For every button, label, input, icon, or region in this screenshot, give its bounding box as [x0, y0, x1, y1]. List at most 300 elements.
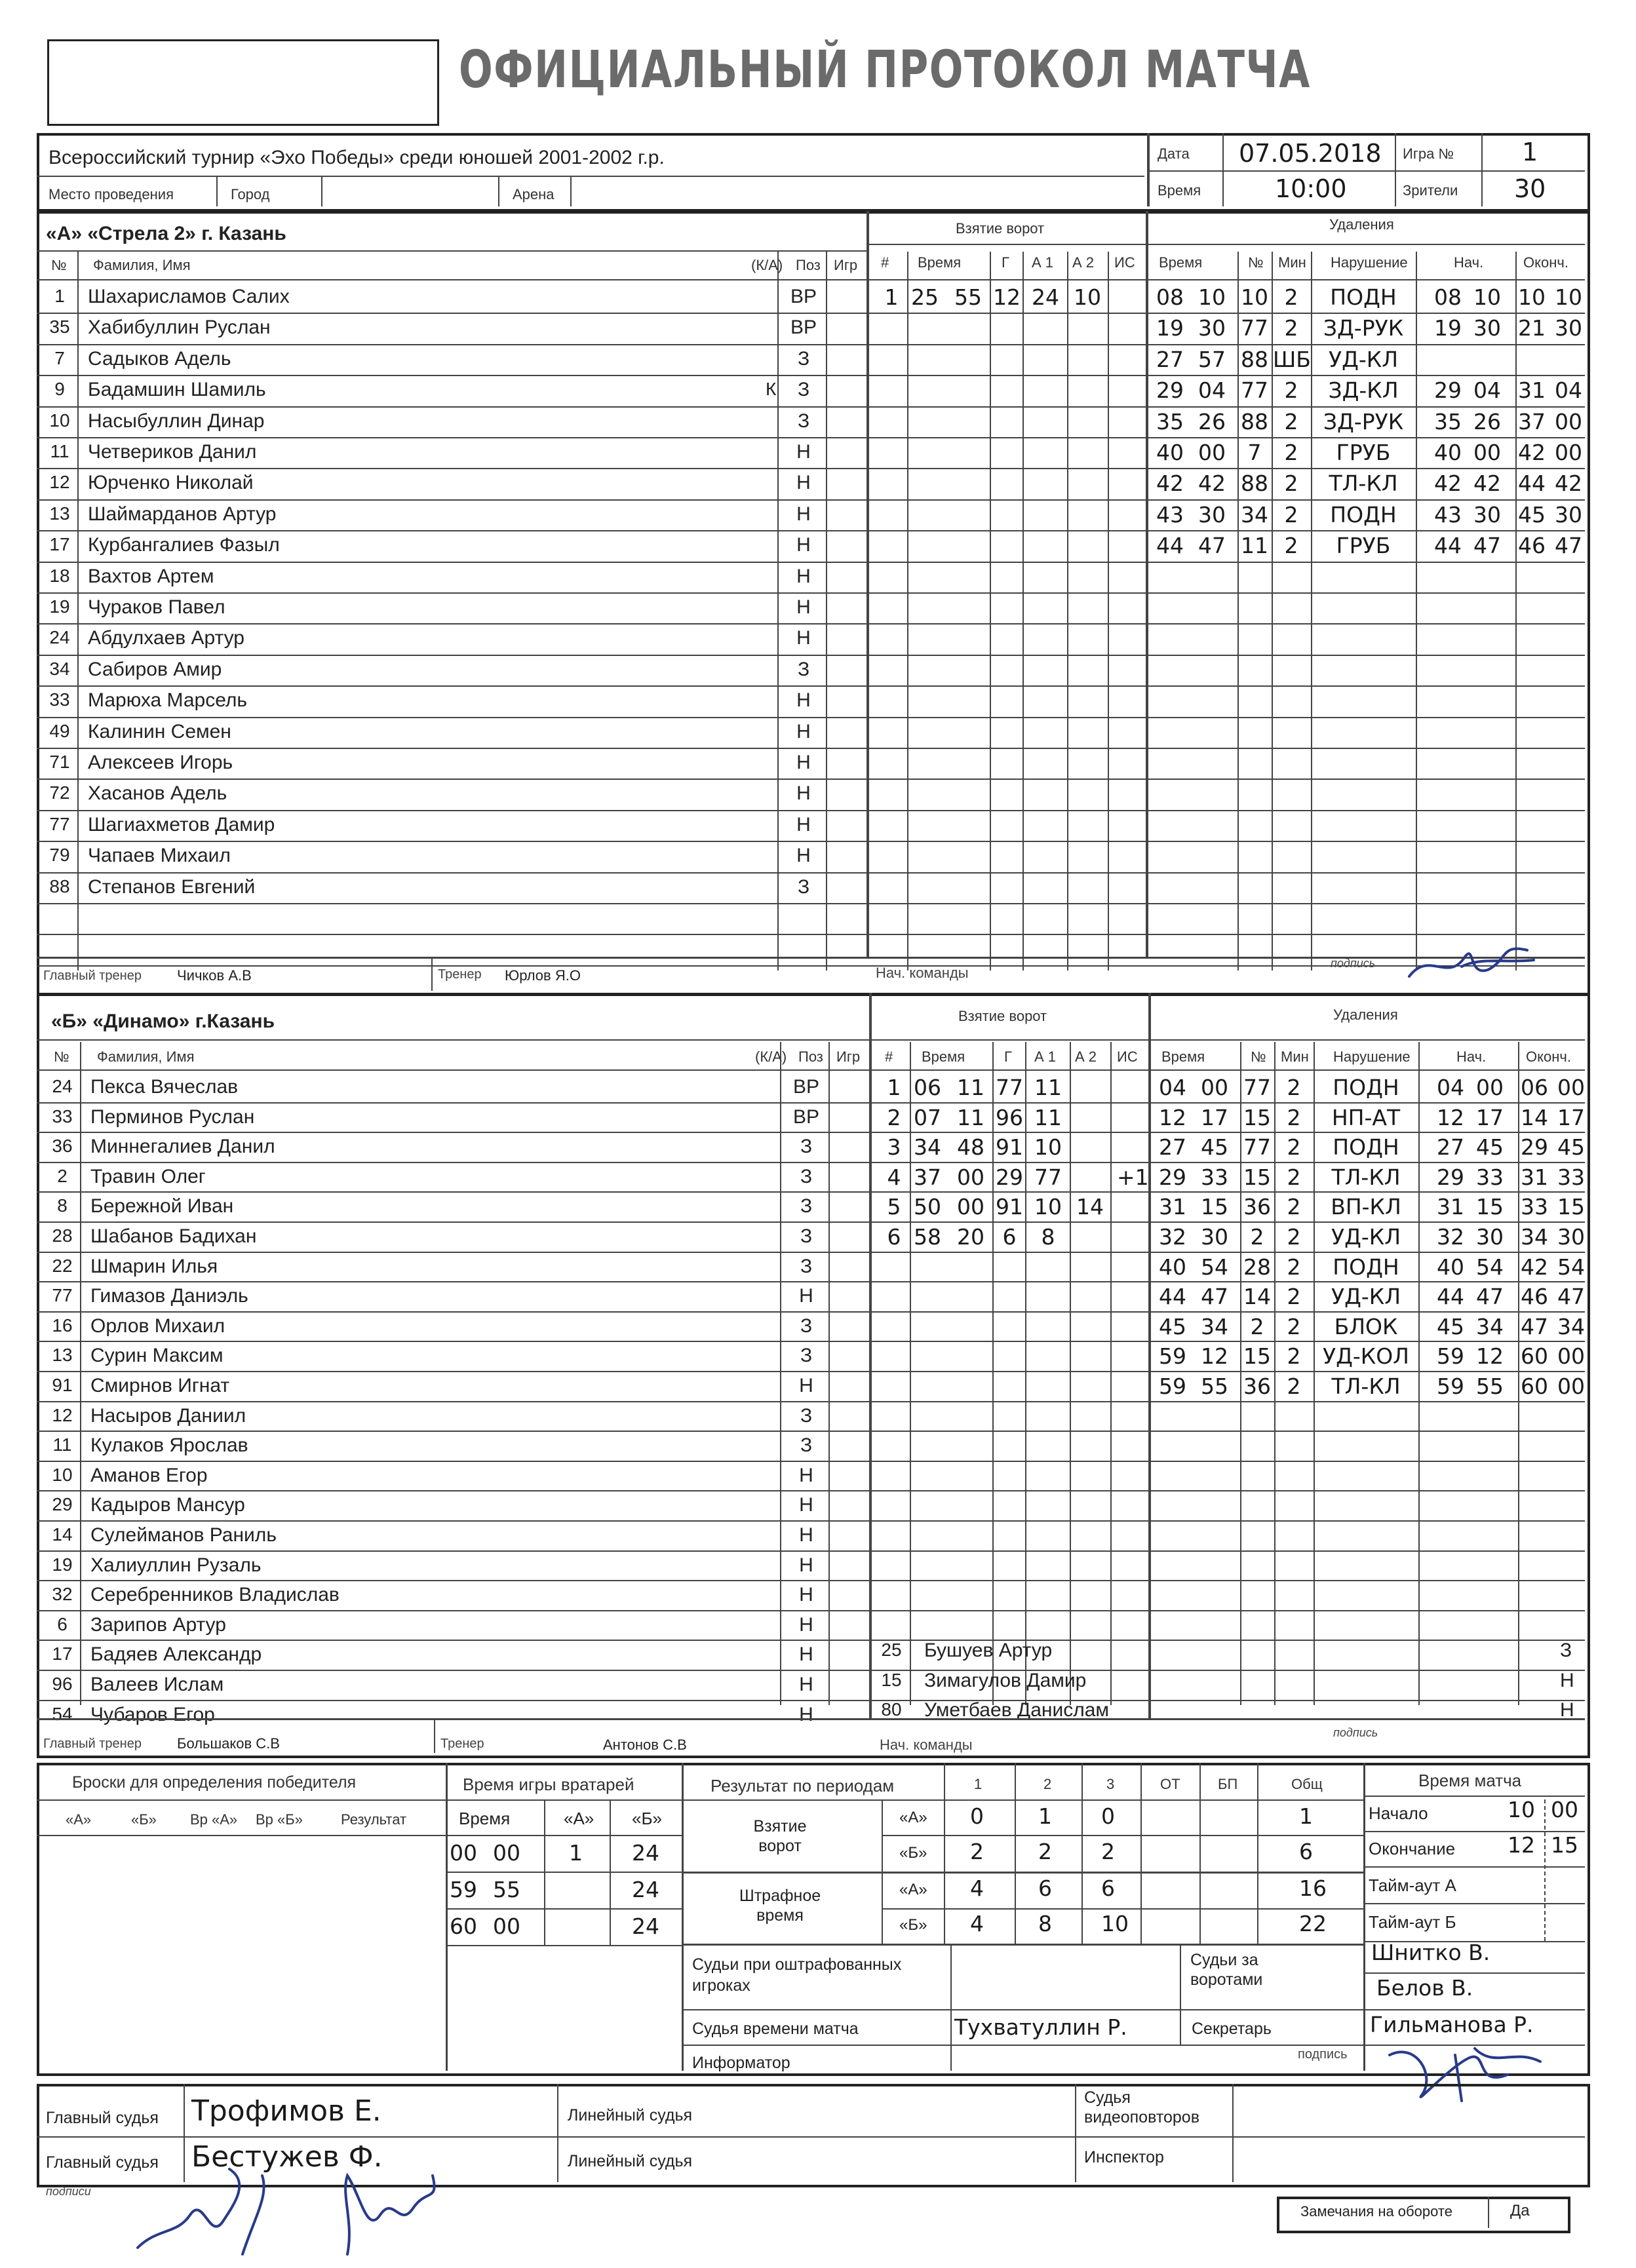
- penalty-end-min: 31: [1518, 377, 1546, 404]
- team-a-captain-label: Нач. команды: [876, 965, 969, 981]
- penalty-second: 00: [1201, 1075, 1228, 1100]
- row-divider: [37, 685, 1585, 687]
- b-col-goal-is: ИС: [1117, 1048, 1138, 1065]
- tournament-name: Всероссийский турнир «Эхо Победы» среди юношей 2001-2002 г.р.: [49, 147, 665, 168]
- player-position: Н: [799, 1524, 813, 1546]
- penalty-start-sec: 12: [1476, 1343, 1504, 1370]
- penalty-player: 2: [1250, 1313, 1264, 1339]
- penalty-end-sec: 30: [1555, 315, 1582, 341]
- penalty-start-min: 27: [1437, 1134, 1464, 1161]
- penalty-player: 28: [1243, 1254, 1271, 1280]
- col-goal-a2: А 2: [1072, 254, 1095, 271]
- penalty-player: 36: [1243, 1374, 1271, 1399]
- penalty-second: 30: [1198, 315, 1226, 341]
- penalty-start-min: 44: [1437, 1284, 1464, 1310]
- match-end-minutes: 15: [1551, 1832, 1578, 1858]
- penalty-start-min: 45: [1437, 1313, 1464, 1339]
- player-position: Н: [796, 813, 811, 836]
- column-divider: [1515, 252, 1517, 971]
- timekeeper-label: Судья времени матча: [692, 2020, 859, 2038]
- player-number: 12: [52, 1404, 73, 1425]
- player-name: Сулейманов Раниль: [90, 1524, 277, 1546]
- penalty-second: 17: [1201, 1104, 1228, 1130]
- goal-minute: 06: [914, 1075, 941, 1100]
- penalty-player: 77: [1241, 315, 1268, 341]
- goalie-b-number: 24: [632, 1877, 659, 1902]
- row-divider: [37, 313, 1585, 314]
- row-divider: [37, 1401, 1585, 1402]
- row-divider: [37, 934, 1585, 935]
- player-number: 77: [52, 1285, 73, 1306]
- player-position: З: [800, 1315, 813, 1337]
- team-b-head-coach-label: Главный тренер: [43, 1737, 142, 1751]
- player-name: Сурин Максим: [90, 1345, 224, 1367]
- row-divider: [37, 903, 1585, 904]
- penalty-minutes: 2: [1284, 440, 1298, 465]
- penalty-start-min: 08: [1434, 284, 1462, 310]
- penalty-start-sec: 30: [1473, 315, 1501, 341]
- player-name: Бадамшин Шамиль: [88, 379, 266, 401]
- penalty-minutes: 2: [1284, 284, 1298, 310]
- penalty-minute: 04: [1159, 1075, 1186, 1100]
- row-divider: [37, 1132, 1585, 1133]
- period-value: 1: [1038, 1803, 1052, 1829]
- row-divider: [37, 1191, 1585, 1193]
- penalty-violation: ПОДН: [1333, 1134, 1399, 1161]
- penalty-player: 7: [1247, 440, 1262, 465]
- penalty-second: 33: [1201, 1164, 1228, 1190]
- team-a-head-coach: Чичков А.В: [177, 967, 252, 984]
- player-number: 10: [52, 1464, 73, 1485]
- team-a-penalties-title: Удаления: [1329, 216, 1394, 233]
- player-number: 71: [49, 752, 70, 772]
- player-position: З: [797, 658, 810, 680]
- b-col-pen-end: Оконч.: [1526, 1048, 1571, 1065]
- penalty-start-min: 12: [1437, 1104, 1464, 1130]
- penalty-start-min: 31: [1437, 1194, 1464, 1220]
- col-goal-g: Г: [1002, 254, 1009, 271]
- col-pen-violation: Нарушение: [1331, 254, 1408, 271]
- goal-scorer: 12: [993, 284, 1021, 310]
- penalty-end-sec: 00: [1557, 1374, 1585, 1399]
- player-number: 11: [50, 441, 69, 461]
- b-col-pen-start: Нач.: [1456, 1048, 1487, 1065]
- period-bp-header: БП: [1218, 1776, 1238, 1792]
- penalty-second: 30: [1198, 501, 1226, 528]
- row-divider: [37, 778, 1585, 780]
- player-name: Чубаров Егор: [90, 1703, 215, 1725]
- col-pen-min: Мин: [1278, 254, 1306, 271]
- extra-player-name: Бушуев Артур: [924, 1640, 1053, 1661]
- penalty-minutes: 2: [1287, 1134, 1301, 1161]
- row-divider: [37, 1431, 1585, 1432]
- penalty-second: 45: [1201, 1134, 1228, 1161]
- player-number: 14: [52, 1524, 73, 1545]
- player-name: Бережной Иван: [90, 1195, 234, 1218]
- penalty-end-min: 60: [1521, 1374, 1548, 1399]
- col-goal-num: #: [881, 254, 889, 271]
- team-a-goals-title: Взятие ворот: [956, 220, 1045, 237]
- penalty-minutes: 2: [1284, 471, 1298, 497]
- penalty-minute: 44: [1159, 1284, 1186, 1310]
- player-name: Халиуллин Рузаль: [90, 1554, 262, 1576]
- penalty-start-sec: 15: [1476, 1194, 1504, 1220]
- col-pen-time: Время: [1159, 254, 1203, 271]
- col-pen-end: Оконч.: [1523, 254, 1568, 271]
- main-ref-1-label: Главный судья: [46, 2109, 159, 2127]
- penalty-minute: 40: [1159, 1254, 1186, 1280]
- player-name: Кадыров Мансур: [90, 1494, 245, 1516]
- penalty-player: 88: [1241, 408, 1268, 434]
- penalty-second: 04: [1198, 377, 1226, 404]
- penalty-end-min: 42: [1521, 1254, 1548, 1280]
- penalty-start-sec: 45: [1476, 1134, 1504, 1161]
- penalty-start-sec: 04: [1473, 377, 1501, 404]
- penalty-minute: 08: [1156, 284, 1184, 310]
- b-col-goal-a1: А 1: [1034, 1048, 1057, 1065]
- goalie-time-minute: 59: [450, 1877, 477, 1902]
- row-divider: [37, 530, 1585, 531]
- team-b-head-coach: Большаков С.В: [177, 1735, 280, 1752]
- periods-goals-b-label: «Б»: [899, 1844, 927, 1862]
- period-3-header: 3: [1106, 1776, 1115, 1792]
- penalty-minute: 42: [1156, 471, 1184, 497]
- venue-label: Место проведения: [49, 186, 174, 202]
- goalie-a-number: 1: [569, 1840, 583, 1866]
- informer-label: Информатор: [692, 2054, 790, 2072]
- goalie-time-minute: 60: [450, 1913, 477, 1939]
- player-position: Н: [796, 782, 811, 805]
- penalty-minutes: 2: [1284, 501, 1298, 528]
- penalty-violation: УД-КОЛ: [1322, 1343, 1410, 1370]
- player-position: Н: [799, 1613, 813, 1636]
- row-divider: [37, 1520, 1585, 1522]
- player-name: Абдулхаев Артур: [88, 627, 244, 649]
- column-divider: [992, 1042, 994, 1705]
- penalty-end-min: 42: [1518, 440, 1546, 465]
- penalty-start-min: 35: [1434, 408, 1462, 434]
- timeout-a-label: Тайм-аут А: [1369, 1875, 1456, 1895]
- spectators-count: 30: [1514, 174, 1546, 203]
- period-value: 6: [1101, 1875, 1115, 1901]
- player-name: Миннегалиев Данил: [90, 1136, 275, 1158]
- row-divider: [37, 344, 1585, 345]
- player-number: 19: [49, 596, 70, 617]
- player-position: Н: [796, 845, 811, 867]
- penalty-start-min: 19: [1434, 315, 1462, 341]
- penalty-violation: НП-АТ: [1331, 1104, 1401, 1130]
- date-label: Дата: [1158, 145, 1190, 162]
- penalty-end-min: 29: [1521, 1134, 1548, 1161]
- penalty-end-min: 60: [1521, 1343, 1548, 1370]
- goalie-time-title: Время игры вратарей: [463, 1775, 634, 1794]
- match-date: 07.05.2018: [1239, 139, 1382, 168]
- player-position: З: [800, 1404, 813, 1427]
- player-name: Марюха Марсель: [88, 689, 248, 712]
- extra-player-number: 80: [881, 1699, 902, 1720]
- row-divider: [37, 1102, 1585, 1104]
- goalie-time-minute: 00: [450, 1840, 477, 1866]
- player-number: 12: [49, 472, 70, 493]
- team-a-head-coach-label: Главный тренер: [43, 969, 142, 983]
- player-number: 88: [49, 875, 70, 896]
- penalty-end-min: 14: [1521, 1104, 1548, 1130]
- period-value: 10: [1101, 1911, 1129, 1936]
- player-number: 2: [57, 1165, 68, 1186]
- column-divider: [910, 1042, 911, 1705]
- player-number: 6: [57, 1613, 68, 1634]
- time-label: Время: [1158, 182, 1201, 199]
- goal-second: 11: [957, 1075, 984, 1100]
- period-value: 6: [1299, 1839, 1313, 1864]
- goal-assist-2: 10: [1074, 284, 1101, 310]
- player-number: 18: [49, 565, 70, 586]
- signatures-label: подписи: [46, 2185, 91, 2198]
- penalty-player: 77: [1243, 1075, 1271, 1100]
- penalty-player: 15: [1243, 1104, 1271, 1130]
- player-number: 7: [54, 347, 65, 368]
- penalty-start-min: 43: [1434, 501, 1462, 528]
- penalty-violation: ЗД-КЛ: [1328, 377, 1399, 404]
- penalty-minutes: 2: [1287, 1164, 1301, 1190]
- period-value: 0: [970, 1803, 984, 1829]
- goalie-time-col-time: Время: [459, 1809, 511, 1828]
- player-name: Шахарисламов Салих: [88, 286, 290, 307]
- player-position: ВР: [792, 1076, 820, 1098]
- penalty-violation: УД-КЛ: [1331, 1284, 1401, 1310]
- penalty-player: 15: [1243, 1343, 1271, 1370]
- penalty-player: 14: [1243, 1284, 1271, 1310]
- penalty-start-sec: 00: [1476, 1075, 1504, 1100]
- penalty-player: 88: [1241, 346, 1268, 372]
- goal-number: 3: [887, 1134, 901, 1161]
- goal-judges-label: Судьи за воротами: [1190, 1951, 1263, 1989]
- penalty-start-min: 42: [1434, 471, 1462, 497]
- goal-judge-2: Белов В.: [1376, 1975, 1473, 2001]
- goalie-b-number: 24: [632, 1913, 659, 1939]
- penalty-minutes: 2: [1287, 1343, 1301, 1370]
- penalty-player: 2: [1250, 1224, 1264, 1250]
- penalty-second: 26: [1198, 408, 1226, 434]
- penalty-minute: 12: [1159, 1104, 1186, 1130]
- player-number: 35: [49, 317, 70, 337]
- player-number: 11: [52, 1434, 72, 1455]
- goal-second: 55: [954, 284, 982, 310]
- column-divider: [77, 252, 79, 971]
- row-divider: [37, 437, 1585, 438]
- secretary-sign-label: подпись: [1298, 2047, 1348, 2062]
- penalty-violation: БЛОК: [1334, 1313, 1398, 1339]
- penalty-end-sec: 10: [1555, 284, 1582, 310]
- column-divider: [1311, 252, 1312, 971]
- goalie-time-col-a: «А»: [564, 1809, 594, 1828]
- penalty-end-min: 31: [1521, 1164, 1548, 1190]
- player-position: Н: [799, 1285, 813, 1307]
- player-number: 22: [52, 1255, 73, 1276]
- goal-situation: +1: [1117, 1164, 1149, 1190]
- remarks-value: Да: [1510, 2202, 1530, 2220]
- penalty-box-judges-label: Судьи при оштрафованных игроках: [692, 1955, 902, 1995]
- goal-second: 00: [957, 1194, 984, 1220]
- player-name: Зарипов Артур: [90, 1613, 226, 1636]
- b-col-goal-time: Время: [922, 1048, 965, 1065]
- periods-pen-a-label: «А»: [899, 1881, 927, 1898]
- player-number: 17: [52, 1643, 73, 1664]
- player-name: Шаймарданов Артур: [88, 503, 277, 525]
- row-divider: [37, 1640, 1585, 1641]
- row-divider: [37, 872, 1585, 874]
- penalty-start-min: 40: [1434, 440, 1462, 465]
- penalty-violation: ПОДН: [1333, 1254, 1399, 1280]
- penalty-start-sec: 30: [1473, 501, 1501, 528]
- row-divider: [37, 1580, 1585, 1581]
- row-divider: [37, 1490, 1585, 1491]
- shootout-col-a: «А»: [66, 1811, 92, 1828]
- team-b-goals-title: Взятие ворот: [958, 1008, 1047, 1024]
- period-2-header: 2: [1043, 1776, 1052, 1792]
- penalty-player: 11: [1241, 533, 1268, 559]
- player-position: Н: [799, 1674, 813, 1695]
- row-divider: [37, 1371, 1585, 1372]
- player-name: Шмарин Илья: [90, 1255, 218, 1277]
- shootout-col-b: «Б»: [131, 1811, 157, 1828]
- goal-minute: 07: [914, 1104, 941, 1130]
- penalty-player: 88: [1241, 471, 1268, 497]
- player-number: 79: [49, 845, 70, 866]
- penalty-end-sec: 34: [1557, 1313, 1585, 1339]
- row-divider: [37, 1311, 1585, 1313]
- shootout-col-result: Результат: [341, 1811, 407, 1828]
- player-number: 17: [49, 534, 70, 555]
- penalty-end-min: 10: [1518, 284, 1546, 310]
- goal-minute: 58: [914, 1224, 941, 1250]
- penalty-minutes: 2: [1287, 1374, 1301, 1399]
- extra-player-number: 15: [881, 1669, 902, 1690]
- column-divider: [780, 1042, 781, 1705]
- goal-assist-1: 11: [1034, 1104, 1062, 1130]
- player-position: З: [797, 379, 810, 401]
- penalty-end-sec: 00: [1555, 408, 1582, 434]
- penalty-minutes: 2: [1287, 1254, 1301, 1280]
- row-divider: [37, 1221, 1585, 1223]
- penalty-second: 15: [1201, 1194, 1228, 1220]
- goalie-time-second: 00: [493, 1840, 520, 1866]
- player-captain-mark: К: [766, 379, 777, 400]
- inspector-label: Инспектор: [1084, 2148, 1164, 2166]
- penalty-start-sec: 42: [1473, 471, 1501, 497]
- player-name: Орлов Михаил: [90, 1315, 225, 1337]
- player-name: Гимазов Даниэль: [90, 1285, 248, 1307]
- penalty-violation: ЗД-РУК: [1323, 408, 1404, 434]
- player-name: Четвериков Данил: [88, 441, 257, 463]
- penalty-violation: ТЛ-КЛ: [1331, 1164, 1401, 1190]
- player-name: Хабибуллин Руслан: [88, 317, 271, 339]
- penalty-start-sec: 26: [1473, 408, 1501, 434]
- column-divider: [1314, 1042, 1315, 1705]
- timeout-b-label: Тайм-аут Б: [1369, 1912, 1456, 1932]
- player-name: Вахтов Артем: [88, 565, 214, 587]
- player-position: З: [800, 1136, 813, 1158]
- b-col-pen-time: Время: [1161, 1048, 1205, 1065]
- penalty-minute: 40: [1156, 440, 1184, 465]
- b-col-goal-a2: А 2: [1075, 1048, 1097, 1065]
- period-value: 16: [1299, 1875, 1327, 1901]
- column-divider: [1067, 252, 1068, 971]
- col-goal-is: ИС: [1114, 254, 1135, 271]
- player-number: 8: [57, 1195, 68, 1216]
- periods-goals-label: Взятие ворот: [753, 1817, 807, 1855]
- penalty-second: 57: [1198, 346, 1226, 372]
- col-igr: Игр: [834, 257, 858, 273]
- player-position: ВР: [790, 317, 817, 339]
- penalty-start-sec: 47: [1473, 533, 1501, 559]
- player-number: 9: [54, 379, 65, 400]
- shootout-col-vr-b: Вр «Б»: [256, 1811, 303, 1828]
- b-col-pen-min: Мин: [1281, 1048, 1309, 1065]
- goal-second: 20: [957, 1224, 984, 1250]
- penalty-second: 12: [1201, 1343, 1228, 1370]
- penalty-minute: 43: [1156, 501, 1184, 528]
- player-position: Н: [796, 689, 811, 712]
- match-start-minutes: 00: [1551, 1797, 1578, 1822]
- player-number: 19: [52, 1554, 73, 1575]
- penalty-minute: 44: [1156, 533, 1184, 559]
- column-divider: [1108, 252, 1109, 971]
- penalty-violation: ПОДН: [1333, 1075, 1399, 1100]
- b-col-ka: (К/А): [755, 1048, 787, 1065]
- player-position: Н: [799, 1494, 813, 1516]
- penalty-minutes: ШБ: [1273, 346, 1311, 372]
- row-divider: [37, 1670, 1585, 1671]
- player-name: Аманов Егор: [90, 1464, 208, 1486]
- goal-assist-1: 10: [1034, 1134, 1062, 1161]
- player-name: Сабиров Амир: [88, 658, 222, 680]
- team-a-signature: [1403, 931, 1540, 990]
- goal-number: 4: [887, 1164, 901, 1190]
- player-name: Садыков Адель: [88, 347, 231, 370]
- player-name: Калинин Семен: [88, 720, 231, 742]
- penalty-end-sec: 04: [1555, 377, 1582, 404]
- match-start-hours: 10: [1508, 1797, 1535, 1822]
- penalty-minutes: 2: [1287, 1284, 1301, 1310]
- main-ref-1: Трофимов Е.: [191, 2094, 381, 2128]
- penalty-end-sec: 54: [1557, 1254, 1585, 1280]
- penalty-minutes: 2: [1284, 315, 1298, 341]
- team-b-penalties-title: Удаления: [1333, 1007, 1398, 1023]
- row-divider: [37, 1461, 1585, 1462]
- player-name: Курбангалиев Фазыл: [88, 534, 280, 556]
- player-name: Серебренников Владислав: [90, 1584, 340, 1606]
- b-col-name: Фамилия, Имя: [97, 1048, 195, 1065]
- linesman-2-label: Линейный судья: [568, 2152, 693, 2170]
- goal-assist-1: 24: [1032, 284, 1059, 310]
- penalty-minute: 35: [1156, 408, 1184, 434]
- player-name: Кулаков Ярослав: [90, 1434, 248, 1457]
- team-b-coach-label: Тренер: [440, 1737, 484, 1751]
- team-b-captain-label: Нач. команды: [880, 1737, 973, 1753]
- player-number: 96: [52, 1674, 73, 1694]
- goal-number: 6: [887, 1224, 901, 1250]
- row-divider: [37, 1162, 1585, 1163]
- goal-scorer: 91: [996, 1194, 1023, 1220]
- player-position: З: [797, 347, 810, 370]
- b-col-igr: Игр: [836, 1048, 861, 1065]
- penalty-end-sec: 45: [1557, 1134, 1585, 1161]
- player-name: Насыбуллин Динар: [88, 410, 265, 432]
- extra-player-name: Зимагулов Дамир: [924, 1669, 1087, 1691]
- row-divider: [37, 375, 1585, 376]
- goalie-time-second: 55: [493, 1877, 520, 1902]
